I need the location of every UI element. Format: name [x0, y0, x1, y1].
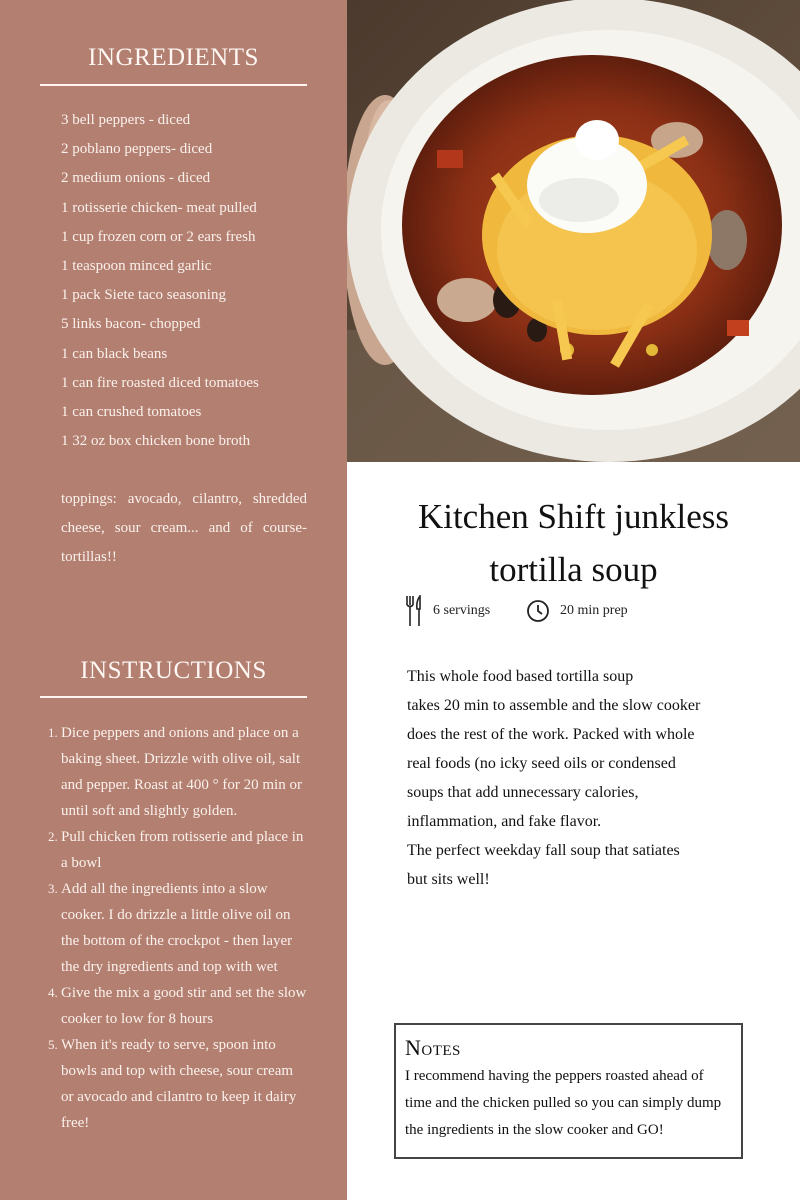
ingredient-item: 1 teaspoon minced garlic	[61, 257, 212, 274]
prep-time-text: 20 min prep	[560, 603, 628, 618]
ingredient-item: 1 can crushed tomatoes	[61, 403, 202, 420]
ingredient-item: 1 32 oz box chicken bone broth	[61, 433, 251, 450]
ingredient-item: 3 bell peppers - diced	[61, 112, 191, 128]
left-panel	[0, 0, 347, 1200]
soup-bowl-illustration	[347, 0, 800, 462]
step-text: Pull chicken from rotisserie and place in a bowl	[61, 829, 304, 871]
description-line: but sits well!	[407, 871, 490, 888]
ingredients-heading: INGREDIENTS	[88, 44, 259, 71]
instruction-step	[48, 720, 307, 824]
step-number: 1.	[48, 725, 58, 740]
instruction-step	[48, 980, 307, 1032]
recipe-title-line-2: tortilla soup	[489, 550, 658, 589]
step-number: 4.	[48, 985, 58, 1000]
ingredient-item: 1 rotisserie chicken- meat pulled	[61, 199, 257, 216]
ingredients-divider	[40, 84, 307, 86]
ingredient-item: 1 can black beans	[61, 345, 168, 362]
step-text: When it's ready to serve, spoon into bowls and top with cheese, sour cream or avocado and cilantro to keep it dairy free!	[61, 1037, 297, 1131]
recipe-description	[407, 662, 767, 894]
step-number: 5.	[48, 1037, 58, 1052]
instructions-list	[48, 720, 307, 1136]
step-number: 2.	[48, 829, 58, 844]
description-line: soups that add unnecessary calories,	[407, 784, 639, 801]
servings-meta	[405, 596, 490, 626]
clock-icon	[526, 599, 550, 623]
notes-text: I recommend having the peppers roasted ahead of time and the chicken pulled so you can simply dump the ingredients in the slow cooker and GO!	[405, 1068, 722, 1138]
ingredient-item: 1 cup frozen corn or 2 ears fresh	[61, 228, 256, 245]
instruction-step	[48, 1032, 307, 1136]
notes-heading: Notes	[405, 1035, 461, 1060]
ingredients-list	[61, 106, 321, 456]
description-line: This whole food based tortilla soup	[407, 668, 634, 685]
prep-time-meta	[526, 596, 628, 626]
ingredient-item: 5 links bacon- chopped	[61, 316, 201, 333]
ingredient-item: 1 can fire roasted diced tomatoes	[61, 374, 259, 391]
instruction-step	[48, 824, 307, 876]
instructions-divider	[40, 696, 307, 698]
soup-photo	[347, 0, 800, 462]
description-line: real foods (no icky seed oils or condensed	[407, 755, 676, 772]
ingredient-item: 2 poblano peppers- diced	[61, 141, 213, 158]
recipe-title-line-1: Kitchen Shift junkless	[417, 497, 730, 536]
step-number: 3.	[48, 881, 58, 896]
recipe-title	[347, 490, 800, 596]
description-line: The perfect weekday fall soup that satiates	[407, 842, 680, 859]
step-text: Give the mix a good stir and set the slow cooker to low for 8 hours	[61, 985, 307, 1027]
servings-text: 6 servings	[433, 603, 491, 618]
fork-knife-icon	[405, 595, 423, 627]
notes-box	[394, 1023, 743, 1159]
description-line: takes 20 min to assemble and the slow cooker	[407, 697, 701, 714]
step-text: Add all the ingredients into a slow cooker. I do drizzle a little olive oil on the bottom of the crockpot - then layer the dry ingredients and top with wet	[61, 881, 293, 975]
description-line: does the rest of the work. Packed with whole	[407, 726, 695, 743]
instruction-step	[48, 876, 307, 980]
instructions-heading: INSTRUCTIONS	[80, 657, 267, 684]
ingredient-item: 2 medium onions - diced	[61, 170, 211, 187]
ingredient-item: 1 pack Siete taco seasoning	[61, 287, 226, 304]
toppings-text: toppings: avocado, cilantro, shredded cheese, sour cream... and of course- tortillas!!	[61, 491, 307, 565]
description-line: inflammation, and fake flavor.	[407, 813, 602, 830]
step-text: Dice peppers and onions and place on a baking sheet. Drizzle with olive oil, salt and pepper. Roast at 400 ° for 20 min or until soft and slightly golden.	[61, 725, 302, 819]
